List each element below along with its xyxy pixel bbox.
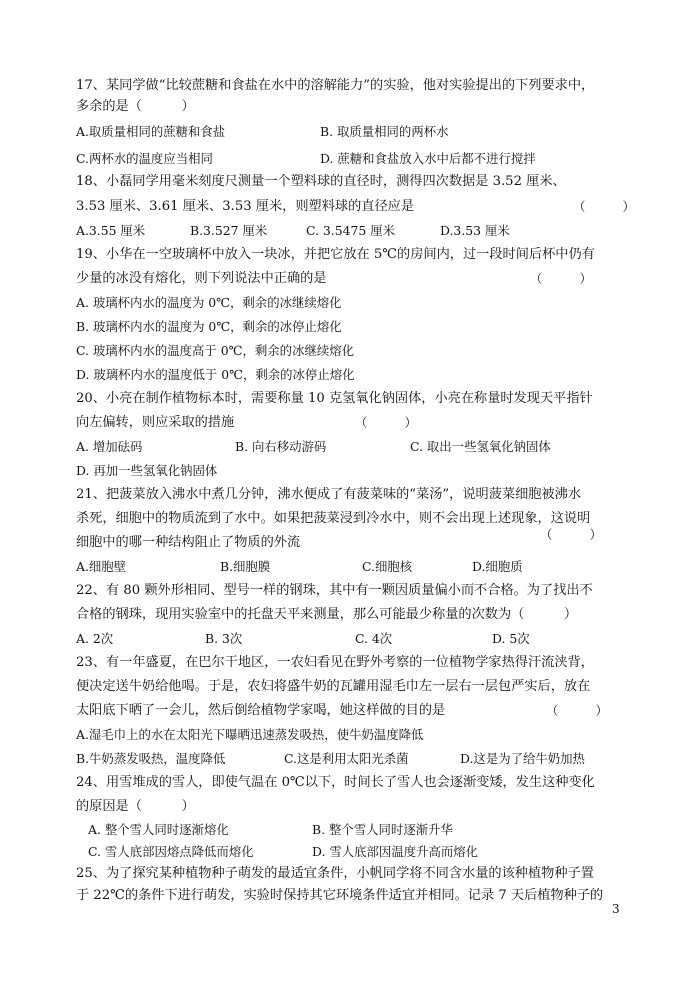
q21-option-d: D.细胞质	[472, 559, 523, 574]
q25-stem-line1: 25、为了探究某种植物种子萌发的最适宜条件，小帆同学将不同含水量的该种植物种子置	[76, 866, 594, 881]
q19-option-c: C. 玻璃杯内水的温度高于 0℃，剩余的冰继续熔化	[76, 343, 355, 358]
q24-option-d: D. 雪人底部因温度升高而熔化	[312, 844, 479, 859]
q23-option-a: A.湿毛巾上的水在太阳光下曝晒迅速蒸发吸热，使牛奶温度降低	[76, 727, 424, 742]
q22-option-b: B. 3次	[205, 631, 243, 646]
q23-option-d: D.这是为了给牛奶加热	[460, 751, 585, 766]
q19-answer-paren: （ ）	[530, 271, 592, 286]
q17-stem-line2: 多余的是（ ）	[76, 99, 195, 114]
q23-stem-line1: 23、有一年盛夏，在巴尔干地区，一农妇看见在野外考察的一位植物学家热得汗流浃背，	[76, 655, 594, 670]
q21-answer-paren: （ ）	[540, 527, 602, 542]
q21-option-a: A.细胞壁	[76, 559, 127, 574]
q24-stem-line2: 的原因是（ ）	[76, 799, 195, 814]
q21-option-b: B.细胞膜	[220, 559, 271, 574]
q19-option-a: A. 玻璃杯内水的温度为 0℃，剩余的冰继续熔化	[76, 295, 342, 310]
q17-option-d: D. 蔗糖和食盐放入水中后都不进行搅拌	[320, 151, 536, 166]
q22-option-a: A. 2次	[76, 631, 114, 646]
q20-option-d: D. 再加一些氢氧化钠固体	[76, 463, 218, 478]
q23-option-c: C.这是利用太阳光杀菌	[284, 751, 409, 766]
q24-option-a: A. 整个雪人同时逐渐熔化	[88, 822, 229, 837]
q18-option-c: C. 3.5475 厘米	[306, 223, 395, 238]
q21-option-c: C.细胞核	[362, 559, 413, 574]
q18-stem-line2: 3.53 厘米、3.61 厘米、3.53 厘米，则塑料球的直径应是	[76, 199, 415, 214]
q24-option-c: C. 雪人底部因熔点降低而熔化	[88, 844, 254, 859]
q23-option-b: B.牛奶蒸发吸热，温度降低	[76, 751, 226, 766]
q18-stem-line1: 18、小磊同学用毫米刻度尺测量一个塑料球的直径时，测得四次数据是 3.52 厘米、	[76, 174, 566, 189]
q22-option-c: C. 4次	[355, 631, 393, 646]
q19-stem-line1: 19、小华在一空玻璃杯中放入一块冰，并把它放在 5℃的房间内，过一段时间后杯中仍有	[76, 247, 595, 262]
q18-option-b: B.3.527 厘米	[190, 223, 268, 238]
q17-option-c: C.两杯水的温度应当相同	[76, 151, 213, 166]
q19-option-d: D. 玻璃杯内水的温度低于 0℃，剩余的冰停止熔化	[76, 367, 355, 382]
q21-stem-line2: 杀死，细胞中的物质流到了水中。如果把菠菜浸到冷水中，则不会出现上述现象，这说明	[76, 511, 591, 526]
q20-answer-paren: （ ）	[355, 415, 417, 430]
q17-option-a: A.取质量相同的蔗糖和食盐	[76, 124, 226, 139]
q18-option-a: A.3.55 厘米	[76, 223, 146, 238]
q24-option-b: B. 整个雪人同时逐渐升华	[312, 822, 453, 837]
q24-stem-line1: 24、用雪堆成的雪人，即使气温在 0℃以下，时间长了雪人也会逐渐变矮，发生这种变化	[76, 775, 595, 790]
q20-option-b: B. 向右移动游码	[235, 439, 327, 454]
q22-stem-line1: 22、有 80 颗外形相同、型号一样的钢珠，其中有一颗因质量偏小而不合格。为了找出不	[76, 583, 593, 598]
q18-option-d: D.3.53 厘米	[440, 223, 510, 238]
q21-stem-line1: 21、把菠菜放入沸水中煮几分钟，沸水便成了有菠菜味的“菜汤”，说明菠菜细胞被沸水	[76, 487, 582, 502]
q23-stem-line3: 太阳底下晒了一会儿，然后倒给植物学家喝，她这样做的目的是	[76, 703, 446, 718]
page-number: 3	[612, 902, 620, 916]
q18-answer-paren: （ ）	[573, 199, 635, 214]
q23-stem-line2: 便决定送牛奶给他喝。于是，农妇将盛牛奶的瓦罐用湿毛巾左一层右一层包严实后，放在	[76, 679, 591, 694]
q17-stem-line1: 17、某同学做“比较蔗糖和食盐在水中的溶解能力”的实验，他对实验提出的下列要求中，	[76, 78, 595, 93]
q20-stem-line2: 向左偏转，则应采取的措施	[76, 415, 235, 430]
q25-stem-line2: 于 22℃的条件下进行萌发，实验时保持其它环境条件适宜并相同。记录 7 天后植物种子的	[76, 888, 604, 903]
q20-stem-line1: 20、小亮在制作植物标本时，需要称量 10 克氢氧化钠固体，小亮在称量时发现天平指针	[76, 391, 593, 406]
q23-answer-paren: （ ）	[546, 703, 608, 718]
q19-option-b: B. 玻璃杯内水的温度为 0℃，剩余的冰停止熔化	[76, 319, 342, 334]
q22-stem-line2: 合格的钢珠，现用实验室中的托盘天平来测量，那么可能最少称量的次数为（ ）	[76, 607, 578, 622]
q17-option-b: B. 取质量相同的两杯水	[320, 124, 449, 139]
q22-option-d: D. 5次	[492, 631, 530, 646]
q19-stem-line2: 少量的冰没有熔化，则下列说法中正确的是	[76, 271, 327, 286]
q21-stem-line3: 细胞中的哪一种结构阻止了物质的外流	[76, 535, 301, 550]
q20-option-c: C. 取出一些氢氧化钠固体	[410, 439, 551, 454]
q20-option-a: A. 增加砝码	[76, 439, 143, 454]
